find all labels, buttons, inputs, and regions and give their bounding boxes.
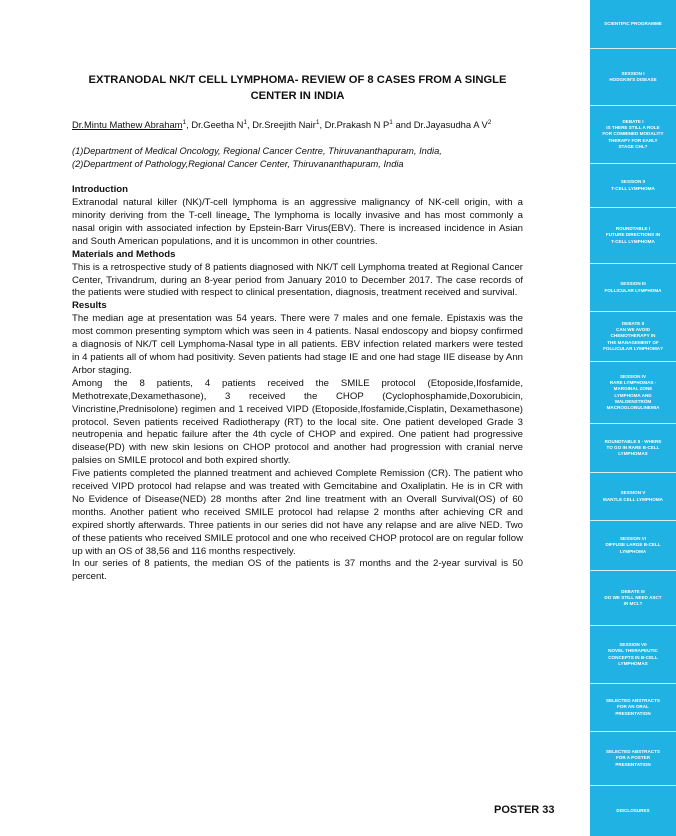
author-name: Dr.Mintu Mathew Abraham: [72, 119, 183, 130]
results-paragraph-3: Five patients completed the planned treatment and achieved Complete Remission (CR). The patient who received VIPD protocol had relapse and was treated with Gemcitabine and Oxaliplatin. He is in CR with No Evidence of Disease(NED) 28 months after 2nd line treatment with an Overall Survival(OS) of 60 months. Another patient who received SMILE protocol had relapse 2 months after achieving CR and expired shortly afterwards. Three patients in our series did not have any relapse and are alive NED. Two of these patients who received SMILE protocol and one who received CHOP protocol are on regular follow up with an OS of 38,56 and 116 months respectively.: [72, 468, 523, 557]
sidebar-item-session-4[interactable]: [590, 361, 676, 423]
author-name: Dr.Prakash N P: [324, 119, 390, 130]
programme-sidebar: [590, 0, 676, 836]
methods-text: This is a retrospective study of 8 patients diagnosed with NK/T cell Lymphoma treated at Regional Cancer Center, Trivandrum, during an 8-year period from January 2010 to December 2017. The case records of the patients were studied with respect to clinical presentation, diagnosis, treatment received and survival.: [72, 261, 523, 299]
sidebar-item-session-3[interactable]: [590, 263, 676, 311]
results-paragraph-2: Among the 8 patients, 4 patients received the SMILE protocol (Etoposide,Ifosfamide, Methotrexate,Dexamethasone), 3 received the CHOP (Cyclophosphamide,Doxorubicin, Vincristine,Prednisolone) regimen and 1 received VIPD (Etoposide,Ifosfamide,Cisplatin, Dexamethasone) protocol. Seven patients received Radiotherapy (RT) to the local site. One patient developed Grade 3 neutropenia and hepatic failure after the 4th cycle of CHOP and expired. One patient had progressive disease(PD) with new skin lesions on CHOP protocol and another had progression with cranial nerve palsies on SMILE protocol and both expired shortly.: [72, 377, 523, 467]
affiliation-2: (2)Department of Pathology,Regional Cancer Center, Thiruvananthapuram, India: [72, 158, 404, 169]
sidebar-item-roundtable-2[interactable]: [590, 423, 676, 472]
author-affiliation-mark: 1: [182, 118, 187, 126]
sidebar-item-label: ROUNDTABLE II - WHERE TO GO IN RARE B-CELL LYMPHOMAS: [604, 438, 662, 457]
sidebar-item-debate-2[interactable]: [590, 311, 676, 361]
sidebar-item-poster-abstracts[interactable]: [590, 731, 676, 785]
sidebar-item-session-6[interactable]: [590, 520, 676, 570]
sidebar-item-label: SESSION V MANTLE CELL LYMPHOMA: [603, 490, 663, 502]
author-line: Dr.Mintu Mathew Abraham$^1$, Dr.Geetha $N^1$, Dr.Sreejith Nair$^1$, Dr.Prakash N $P^1$ and Dr.Jayasudha A $V^2$: [72, 118, 492, 130]
sidebar-item-label: SESSION VI DIFFUSE LARGE B-CELL LYMPHOMA: [605, 536, 661, 554]
introduction-underlined-period: .: [246, 210, 250, 221]
author-affiliation-mark: 1: [315, 118, 320, 126]
sidebar-item-session-1[interactable]: [590, 48, 676, 105]
poster-number: POSTER 33: [494, 804, 555, 816]
sidebar-item-label: SESSION II T-CELL LYMPHOMA: [611, 179, 655, 191]
sidebar-item-label: SESSION VII NOVEL THERAPEUTIC CONCEPTS IN B-CELL LYMPHOMAS: [608, 642, 658, 666]
sidebar-item-session-2[interactable]: [590, 163, 676, 207]
abstract-title: EXTRANODAL NK/T CELL LYMPHOMA- REVIEW OF 8 CASES FROM A SINGLE CENTER IN INDIA: [88, 74, 507, 102]
sidebar-item-label: SELECTED ABSTRACTS FOR AN ORAL PRESENTATION: [606, 698, 660, 716]
sidebar-item-oral-abstracts[interactable]: [590, 683, 676, 731]
sidebar-item-label: DEBATE II CAN WE AVOID CHEMOTHERAPY IN THE MANAGEMENT OF FOLLICULAR LYMPHOMA?: [603, 320, 663, 351]
sidebar-item-disclosures[interactable]: [590, 785, 676, 836]
sidebar-item-label: DISCLOSURES: [616, 807, 650, 813]
sidebar-item-label: SESSION I HODGKIN'S DISEASE: [609, 70, 657, 82]
introduction-text-part-1: Extranodal natural killer (NK)/T-cell lymphoma is an aggressive malignancy of NK-cell origin, with a minority deriving from the T-cell lineage: [72, 197, 523, 221]
introduction-text: [72, 197, 523, 249]
author-and: and: [395, 119, 412, 130]
affiliation-1: (1)Department of Medical Oncology, Regional Cancer Centre, Thiruvananthapuram, India,: [72, 146, 442, 156]
author-name: Dr.Jayasudha A V: [413, 119, 488, 130]
introduction-heading: Introduction: [72, 184, 128, 196]
author-affiliation-mark: 2: [487, 118, 492, 126]
introduction-text-part-2: The lymphoma is locally invasive and has most commonly a nasal origin with associated infection by Epstein-Barr Virus(EBV). There is increased incidence in Asian and South American populations, and it is uncommon in other countries.: [72, 210, 523, 247]
affiliations: [72, 145, 523, 170]
methods-heading: Materials and Methods: [72, 248, 176, 260]
author-name: Dr.Sreejith Nair: [252, 119, 316, 130]
results-heading: Results: [72, 300, 107, 312]
results-paragraph-4: In our series of 8 patients, the median OS of the patients is 37 months and the 2-year survival is 50 percent.: [72, 558, 523, 583]
sidebar-item-roundtable-1[interactable]: [590, 207, 676, 263]
sidebar-item-session-7[interactable]: [590, 625, 676, 683]
sidebar-item-debate-3[interactable]: [590, 570, 676, 625]
sidebar-item-label: SCIENTIFIC PROGRAMME: [604, 20, 662, 26]
sidebar-item-label: ROUNDTABLE I FUTURE DIRECTIONS IN T-CELL LYMPHOMA: [605, 226, 661, 244]
sidebar-item-label: SESSION IV RARE LYMPHOMAS - MARGINAL ZONE LYMPHOMA AND WALDENSTRÖM MACROGLOBULINEMIA: [606, 373, 660, 410]
sidebar-item-label: DEBATE III DO WE STILL NEED ASCT IN MCL?: [604, 588, 662, 607]
sidebar-item-scientific-programme[interactable]: [590, 0, 676, 48]
sidebar-item-label: DEBATE I IS THERE STILL A ROLE FOR COMBINED MODALITY THERAPY FOR EARLY STAGE CHL?: [602, 118, 664, 149]
results-paragraph-1: The median age at presentation was 54 years. There were 7 males and one female. Epistaxis was the most common presenting symptom which was seen in 4 patients. Nasal endoscopy and biopsy confirmed a diagnosis of NK/T cell Lymphoma-Nasal type in all patients. EBV infection related markers were tested in 4 patients all of whom had positivity. Seven patients had stage IE and one had stage IIE disease by Ann Arbor staging.: [72, 313, 523, 376]
sidebar-item-debate-1[interactable]: [590, 105, 676, 163]
sidebar-item-session-5[interactable]: [590, 472, 676, 520]
sidebar-item-label: SELECTED ABSTRACTS FOR A POSTER PRESENTATION: [606, 749, 660, 767]
author-affiliation-mark: 1: [389, 118, 393, 126]
abstract-body: [72, 72, 523, 584]
sidebar-item-label: SESSION III FOLLICULAR LYMPHOMA: [604, 281, 662, 293]
author-name: Dr.Geetha N: [191, 119, 244, 130]
author-affiliation-mark: 1: [243, 118, 248, 126]
